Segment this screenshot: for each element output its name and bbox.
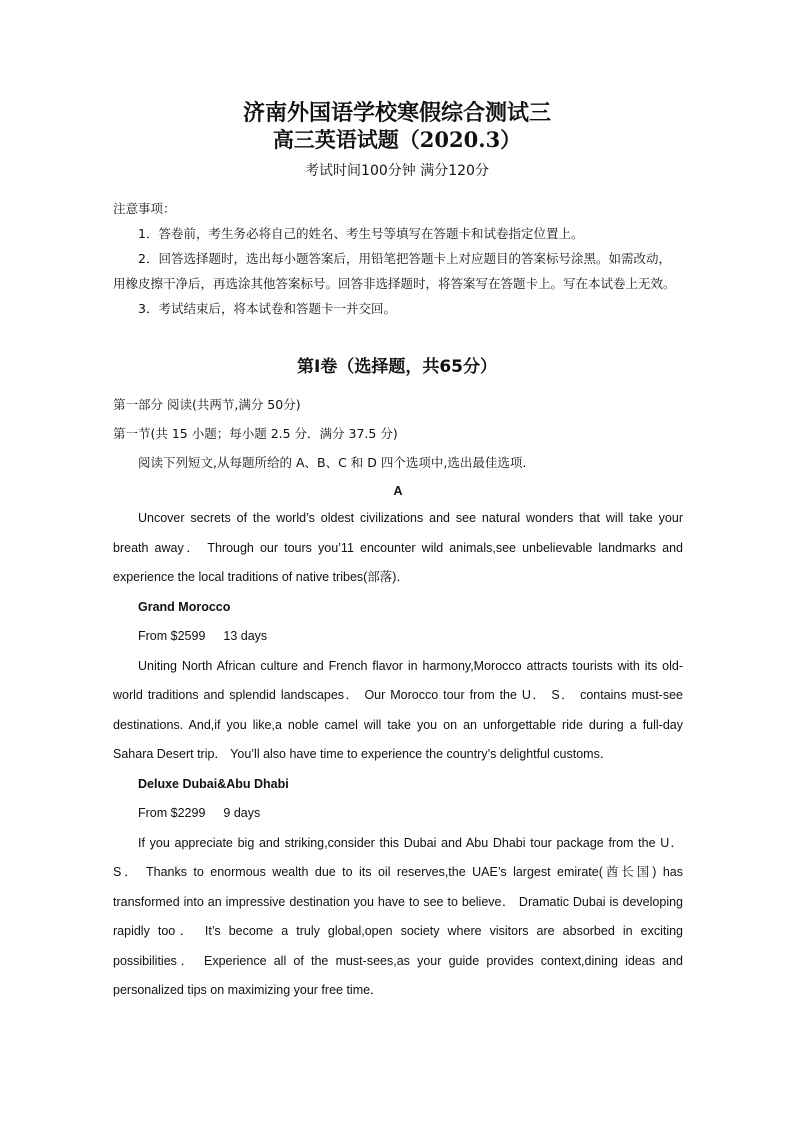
note-item: 3．考试结束后，将本试卷和答题卡一并交回。 (138, 301, 396, 316)
tour-price-duration (113, 622, 683, 652)
tour-price-duration (113, 799, 683, 829)
tour-description: Uniting North African culture and French flavor in harmony,Morocco attracts tourists with its old-world traditions and splendid landscapes． Our Morocco tour from the U． S． contains must-see destinations. And,if you like,a noble camel will take you on an unforgettable ride during a full-day Sahara Desert trip． You’ll also have time to experience the country’s delightful customs． (113, 658, 683, 761)
section-title: 第Ⅰ卷（选择题，共65分） (297, 357, 497, 377)
tour-price: From $2299 (138, 806, 206, 820)
passage-intro: Uncover secrets of the world’s oldest civilizations and see natural wonders that will take your breath away． Through our tours you’11 encounter wild animals,see unbelievable landmarks and experience the local traditions of native tribes(部落)． (113, 511, 683, 584)
note-item: 1．答卷前，考生务必将自己的姓名、考生号等填写在答题卡和试卷指定位置上。 (138, 226, 584, 241)
subpart-heading: 第一节(共 15 小题；每小题 2.5 分．满分 37.5 分) (113, 426, 398, 441)
tour-name: Deluxe Dubai&Abu Dhabi (138, 776, 289, 791)
tour-name: Grand Morocco (138, 599, 231, 614)
exam-title: 济南外国语学校寒假综合测试三 (242, 100, 551, 126)
tour-price: From $2599 (138, 629, 206, 643)
exam-subject-title: 高三英语试题（2020.3） (272, 127, 522, 152)
tour-duration: 13 days (223, 629, 268, 643)
notes-section (113, 196, 683, 321)
tour-duration: 9 days (223, 806, 261, 820)
notes-heading: 注意事项： (113, 201, 176, 216)
part-heading: 第一部分 阅读(共两节,满分 50分) (113, 397, 301, 412)
passage-label: A (393, 484, 403, 498)
reading-section (113, 392, 683, 1006)
note-item: 2．回答选择题时，选出每小题答案后，用铅笔把答题卡上对应题目的答案标号涂黑。如需改动，用橡皮擦干净后，再选涂其他答案标号。回答非选择题时，将答案写在答题卡上。写在本试卷上无效。 (113, 251, 676, 291)
exam-time-score: 考试时间100分钟 满分120分 (305, 163, 489, 179)
instruction: 阅读下列短文,从每题所给的 A、B、C 和 D 四个选项中,选出最佳选项. (138, 455, 527, 470)
tour-description: If you appreciate big and striking,consider this Dubai and Abu Dhabi tour package from the U． S． Thanks to enormous wealth due to its oil reserves,the UAE’s largest emirate(酋长国) has transformed into an impressive destination you have to see to believe． Dramatic Dubai is developing rapidly too． It’s become a truly global,open society where visitors are absorbed in exciting possibilities． Experience all of the must-sees,as your guide provides context,dining ideas and personalized tips on maximizing your free time． (113, 835, 683, 997)
